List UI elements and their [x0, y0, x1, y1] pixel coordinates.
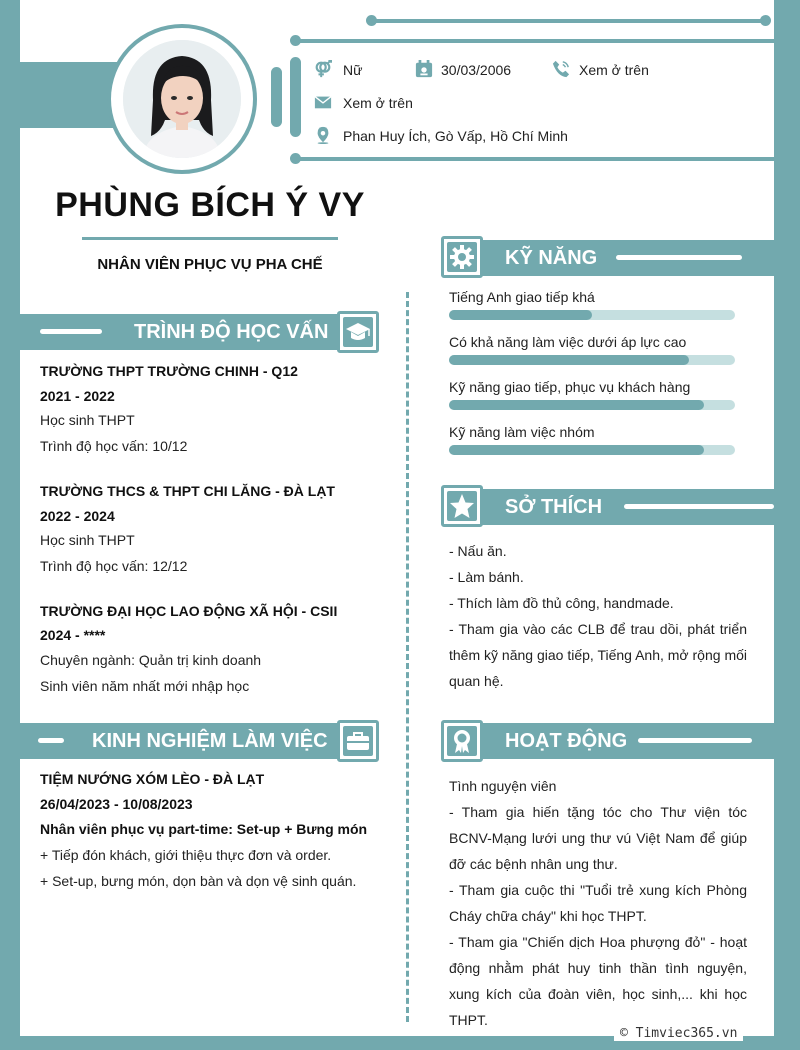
phone-icon	[552, 60, 570, 78]
activities-icon-box	[441, 720, 483, 762]
location-pin-icon	[314, 126, 332, 144]
contact-bottom-line	[296, 157, 774, 161]
experience-header-dash	[38, 738, 64, 743]
edu-3-period: 2024 - ****	[40, 627, 106, 643]
skill-3-label: Kỹ năng giao tiếp, phục vụ khách hàng	[449, 379, 691, 395]
edu-1-period: 2021 - 2022	[40, 388, 115, 404]
address-value: Phan Huy Ích, Gò Vấp, Hồ Chí Minh	[343, 128, 568, 144]
activity-1: - Tham gia hiến tặng tóc cho Thư viện tóc BCNV-Mạng lưới ung thư vú Việt Nam để giúp đỡ các bệnh nhân ung thư.	[449, 804, 747, 872]
exp-duty-1: + Tiếp đón khách, giới thiệu thực đơn và order.	[40, 847, 332, 863]
award-ribbon-icon	[447, 726, 477, 756]
skills-title: KỸ NĂNG	[505, 247, 598, 269]
exp-duty-2: + Set-up, bưng món, dọn bàn và dọn vệ sinh quán.	[40, 873, 357, 889]
skill-2-fill	[449, 355, 689, 365]
skill-3-track	[449, 400, 735, 410]
skill-4-label: Kỹ năng làm việc nhóm	[449, 424, 595, 440]
exp-company: TIỆM NƯỚNG XÓM LÈO - ĐÀ LẠT	[40, 771, 265, 787]
edu-3-school: TRƯỜNG ĐẠI HỌC LAO ĐỘNG XÃ HỘI - CSII	[40, 603, 338, 619]
edu-3-line1: Chuyên ngành: Quản trị kinh doanh	[40, 652, 262, 668]
email-value: Xem ở trên	[343, 95, 413, 111]
avatar	[123, 40, 241, 158]
hobby-4: - Tham gia vào các CLB để trau dồi, phát triển thêm kỹ năng giao tiếp, Tiếng Anh, mở rộng mối quan hệ.	[449, 621, 747, 689]
top-line	[372, 19, 766, 23]
skill-1-track	[449, 310, 735, 320]
edu-2-school: TRƯỜNG THCS & THPT CHI LĂNG - ĐÀ LẠT	[40, 483, 335, 499]
edu-2-period: 2022 - 2024	[40, 508, 115, 524]
top-line-end-dot	[760, 15, 771, 26]
candidate-name: PHÙNG BÍCH Ý VY	[55, 186, 365, 224]
calendar-icon	[415, 60, 433, 78]
edu-2-line2: Trình độ học vấn: 12/12	[40, 558, 188, 574]
graduation-cap-icon	[343, 317, 373, 347]
activities-heading: Tình nguyện viên	[449, 778, 557, 794]
hobbies-header	[444, 489, 774, 525]
gear-icon	[447, 242, 477, 272]
frame-right-border	[774, 0, 800, 1050]
edu-1-school: TRƯỜNG THPT TRƯỜNG CHINH - Q12	[40, 363, 298, 379]
skills-header	[444, 240, 774, 276]
briefcase-icon	[343, 726, 373, 756]
exp-period: 26/04/2023 - 10/08/2023	[40, 796, 193, 812]
education-header	[0, 314, 340, 350]
education-header-dash	[40, 329, 102, 334]
exp-role: Nhân viên phục vụ part-time: Set-up + Bưng món	[40, 821, 368, 837]
hobby-2: - Làm bánh.	[449, 569, 524, 585]
portrait-illustration	[123, 40, 241, 158]
name-divider	[82, 237, 338, 240]
edu-1-line2: Trình độ học vấn: 10/12	[40, 438, 188, 454]
experience-icon-box	[337, 720, 379, 762]
accent-bar-left	[271, 67, 282, 127]
skills-header-dash	[616, 255, 742, 260]
hobby-3: - Thích làm đồ thủ công, handmade.	[449, 595, 674, 611]
gender-value: Nữ	[343, 62, 363, 78]
hobbies-icon-box	[441, 485, 483, 527]
hobbies-header-dash	[624, 504, 774, 509]
watermark: © Timviec365.vn	[614, 1026, 743, 1041]
skill-3-fill	[449, 400, 704, 410]
skills-icon-box	[441, 236, 483, 278]
activities-header	[444, 723, 774, 759]
email-icon	[314, 93, 332, 111]
edu-3-line2: Sinh viên năm nhất mới nhập học	[40, 678, 250, 694]
gender-icon	[314, 60, 332, 78]
education-title: TRÌNH ĐỘ HỌC VẤN	[134, 321, 329, 343]
hobbies-title: SỞ THÍCH	[505, 496, 603, 518]
activity-3: - Tham gia "Chiến dịch Hoa phượng đỏ" - hoạt động nhằm phát huy tinh thần tình nguyện, xung kích của đoàn viên, học sinh,... khi học THPT.	[449, 934, 747, 1028]
edu-1-line1: Học sinh THPT	[40, 412, 135, 428]
skill-4-track	[449, 445, 735, 455]
star-icon	[447, 491, 477, 521]
skill-2-track	[449, 355, 735, 365]
skill-2-label: Có khả năng làm việc dưới áp lực cao	[449, 334, 687, 350]
column-divider	[406, 292, 409, 1022]
edu-2-line1: Học sinh THPT	[40, 532, 135, 548]
birthday-value: 30/03/2006	[441, 62, 512, 78]
activity-2: - Tham gia cuộc thi "Tuổi trẻ xung kích Phòng Cháy chữa cháy" khi học THPT.	[449, 882, 747, 924]
accent-bar-right	[290, 57, 301, 137]
skill-1-fill	[449, 310, 592, 320]
frame-left-border	[0, 0, 20, 1050]
phone-value: Xem ở trên	[579, 62, 649, 78]
job-title: NHÂN VIÊN PHỤC VỤ PHA CHẾ	[97, 256, 323, 273]
activities-title: HOẠT ĐỘNG	[505, 730, 628, 752]
skill-1-label: Tiếng Anh giao tiếp khá	[449, 289, 595, 305]
contact-top-line	[296, 39, 774, 43]
experience-header	[0, 723, 340, 759]
experience-title: KINH NGHIỆM LÀM VIỆC	[92, 730, 328, 752]
hobby-1: - Nấu ăn.	[449, 543, 507, 559]
activities-header-dash	[638, 738, 752, 743]
skill-4-fill	[449, 445, 704, 455]
education-icon-box	[337, 311, 379, 353]
